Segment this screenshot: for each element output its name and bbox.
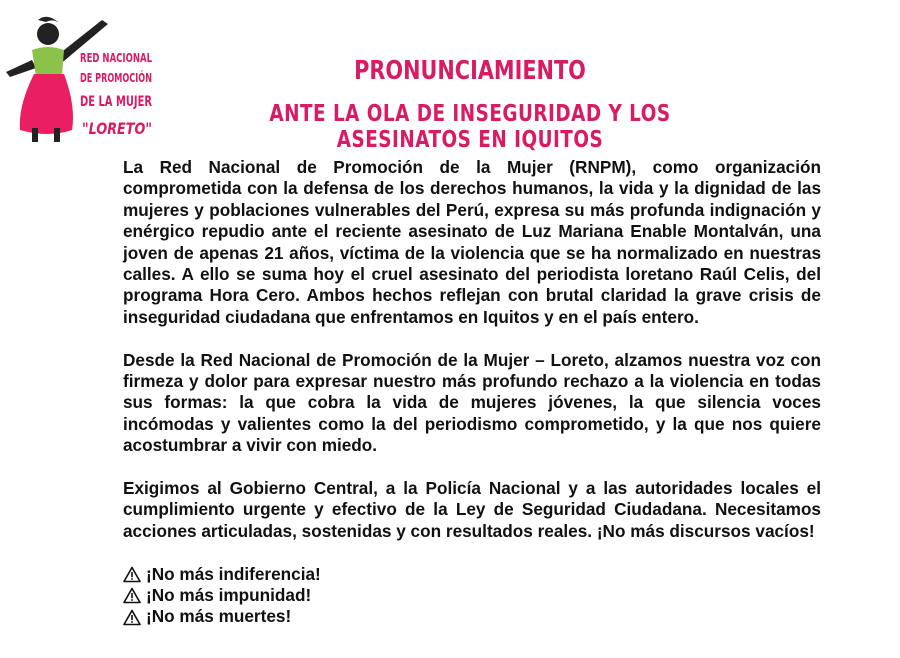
slogan-item (123, 585, 821, 606)
logo-line-4: "LORETO" (82, 119, 152, 138)
page-subtitle: ANTE LA OLA DE INSEGURIDAD Y LOS ASESINATOS EN IQUITOS (269, 101, 671, 153)
warning-icon (123, 609, 141, 626)
logo-head (37, 23, 59, 45)
organization-logo (2, 10, 187, 160)
logo-skirt (20, 74, 73, 134)
logo-line-2: DE PROMOCIÓN (80, 71, 187, 85)
logo-line-1: RED NACIONAL (80, 51, 153, 65)
logo-figure (2, 10, 187, 160)
paragraph: La Red Nacional de Promoción de la Mujer (RNPM), como organización comprometida con la defensa de los derechos humanos, la vida y la dignidad de las mujeres y poblaciones vulnerables del Perú, expresa su más profunda indignación y enérgico repudio ante el reciente asesinato de Luz Mariana Enable Montalván, una joven de apenas 21 años, víctima de la violencia que se ha normalizado en nuestras calles. A ello se suma hoy el cruel asesinato del periodista loretano Raúl Celis, del programa Hora Cero. Ambos hechos reflejan con brutal claridad la grave crisis de inseguridad ciudadana que enfrentamos en Iquitos y en el país entero. (123, 157, 821, 327)
slogan-text: ¡No más impunidad! (146, 585, 312, 606)
slogan-list (123, 564, 821, 628)
page-title: PRONUNCIAMIENTO (354, 56, 586, 86)
slogan-text: ¡No más indiferencia! (146, 563, 321, 584)
paragraph: Desde la Red Nacional de Promoción de la Mujer – Loreto, alzamos nuestra voz con firmeza y dolor para expresar nuestro más profundo rechazo a la violencia en todas sus formas: la que cobra la vida de mujeres jóvenes, la que silencia voces incómodas y valientes como la del periodismo comprometido, y la que nos quiere acostumbrar a vivir con miedo. (123, 349, 821, 456)
logo-line-3: DE LA MUJER (80, 94, 153, 110)
paragraph: Exigimos al Gobierno Central, a la Policía Nacional y a las autoridades locales el cumplimiento urgente y efectivo de la Ley de Seguridad Ciudadana. Necesitamos acciones articuladas, sostenidas y con resultados reales. ¡No más discursos vacíos! (123, 478, 821, 541)
logo-shirt (32, 47, 64, 76)
slogan-text: ¡No más muertes! (146, 606, 292, 627)
slogan-item (123, 564, 821, 585)
warning-icon (123, 566, 141, 583)
slogan-item (123, 606, 821, 627)
warning-icon (123, 587, 141, 604)
document-body (123, 157, 821, 628)
logo-arm-left (6, 60, 36, 77)
